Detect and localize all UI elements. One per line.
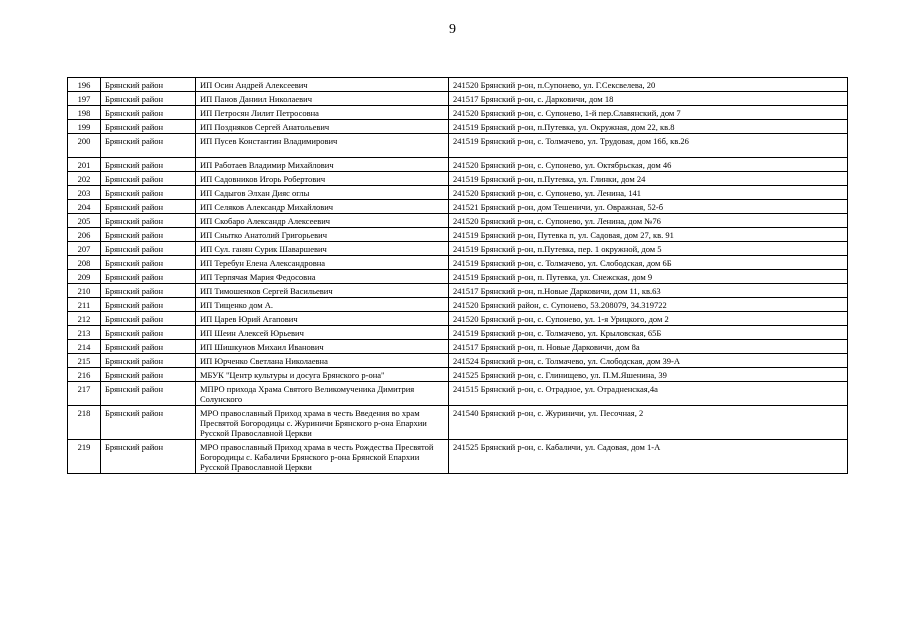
address-cell: 241519 Брянский р-он, п.Путевка, ул. Окружная, дом 22, кв.8	[449, 120, 848, 134]
organization-name-cell: ИП Царев Юрий Агапович	[196, 312, 449, 326]
table-row	[68, 186, 848, 200]
organization-name-cell: ИП Шеин Алексей Юрьевич	[196, 326, 449, 340]
organization-name-cell: ИП Скобаро Александр Алексеевич	[196, 214, 449, 228]
row-number: 209	[68, 270, 101, 284]
row-number: 202	[68, 172, 101, 186]
district-cell: Брянский район	[101, 256, 196, 270]
table-row	[68, 242, 848, 256]
table-row	[68, 326, 848, 340]
district-cell: Брянский район	[101, 120, 196, 134]
table-row	[68, 172, 848, 186]
row-number: 212	[68, 312, 101, 326]
organization-name-cell: ИП Шишкунов Михаил Иванович	[196, 340, 449, 354]
address-cell: 241521 Брянский р-он, дом Тешеничи, ул. Овражная, 52-б	[449, 200, 848, 214]
address-cell: 241520 Брянский р-он, с. Супонево, ул. 1-я Урицкого, дом 2	[449, 312, 848, 326]
district-cell: Брянский район	[101, 440, 196, 474]
organization-name-cell: ИП Садовников Игорь Робертович	[196, 172, 449, 186]
row-number: 203	[68, 186, 101, 200]
district-cell: Брянский район	[101, 158, 196, 172]
address-cell: 241524 Брянский р-он, с. Толмачево, ул. Слободская, дом 39-А	[449, 354, 848, 368]
row-number: 219	[68, 440, 101, 474]
row-number: 205	[68, 214, 101, 228]
table-row	[68, 214, 848, 228]
row-number: 198	[68, 106, 101, 120]
address-cell: 241525 Брянский р-он, с. Глинищево, ул. П.М.Яшенина, 39	[449, 368, 848, 382]
address-cell: 241525 Брянский р-он, с. Кабаличи, ул. Садовая, дом 1-А	[449, 440, 848, 474]
address-cell: 241519 Брянский р-он, с. Толмачево, ул. Крыловская, 65Б	[449, 326, 848, 340]
organization-name-cell: ИП Терпячая Мария Федосовна	[196, 270, 449, 284]
district-cell: Брянский район	[101, 326, 196, 340]
organization-name-cell: ИП Селяков Александр Михайлович	[196, 200, 449, 214]
district-cell: Брянский район	[101, 186, 196, 200]
table-row	[68, 382, 848, 406]
district-cell: Брянский район	[101, 368, 196, 382]
district-cell: Брянский район	[101, 228, 196, 242]
page-number: 9	[449, 22, 456, 37]
address-cell: 241520 Брянский район, с. Супонево, 53.208079, 34.319722	[449, 298, 848, 312]
address-cell: 241520 Брянский р-он, с. Супонево, 1-й пер.Славянский, дом 7	[449, 106, 848, 120]
district-cell: Брянский район	[101, 270, 196, 284]
address-cell: 241519 Брянский р-он, с. Толмачево, ул. Трудовая, дом 16б, кв.26	[449, 134, 848, 158]
row-number: 208	[68, 256, 101, 270]
table-row	[68, 256, 848, 270]
table-row	[68, 92, 848, 106]
table-row	[68, 120, 848, 134]
organization-name-cell: ИП Осин Андрей Алексеевич	[196, 78, 449, 92]
address-cell: 241519 Брянский р-он, Путевка п, ул. Садовая, дом 27, кв. 91	[449, 228, 848, 242]
district-cell: Брянский район	[101, 106, 196, 120]
address-cell: 241517 Брянский р-он, п.Новые Дарковичи, дом 11, кв.63	[449, 284, 848, 298]
organization-name-cell: МПРО прихода Храма Святого Великомученика Димитрия Солунского	[196, 382, 449, 406]
row-number: 214	[68, 340, 101, 354]
organization-name-cell: ИП Панов Даниил Николаевич	[196, 92, 449, 106]
table-row	[68, 340, 848, 354]
district-cell: Брянский район	[101, 284, 196, 298]
table-row	[68, 406, 848, 440]
organization-name-cell: ИП Садыгов Элхан Дияс оглы	[196, 186, 449, 200]
row-number: 218	[68, 406, 101, 440]
row-number: 213	[68, 326, 101, 340]
district-cell: Брянский район	[101, 354, 196, 368]
address-cell: 241540 Брянский р-он, с. Журиничи, ул. Песочная, 2	[449, 406, 848, 440]
district-cell: Брянский район	[101, 312, 196, 326]
row-number: 210	[68, 284, 101, 298]
organization-name-cell: ИП Работаев Владимир Михайлович	[196, 158, 449, 172]
row-number: 216	[68, 368, 101, 382]
address-cell: 241520 Брянский р-он, с. Супонево, ул. Ленина, 141	[449, 186, 848, 200]
organization-name-cell: ИП Тищенко дом А.	[196, 298, 449, 312]
table-row	[68, 270, 848, 284]
address-cell: 241519 Брянский р-он, п. Путевка, ул. Снежская, дом 9	[449, 270, 848, 284]
organization-name-cell: МРО православный Приход храма в честь Рождества Пресвятой Богородицы с. Кабаличи Брянского р-она Брянской Епархии Русской Православной Церкви	[196, 440, 449, 474]
organization-name-cell: ИП Сул. ганян Сурик Шаваршевич	[196, 242, 449, 256]
address-cell: 241519 Брянский р-он, п.Путевка, пер. 1 окружной, дом 5	[449, 242, 848, 256]
district-cell: Брянский район	[101, 200, 196, 214]
table-row	[68, 440, 848, 474]
organization-name-cell: ИП Юрченко Светлана Николаевна	[196, 354, 449, 368]
address-cell: 241520 Брянский р-он, с. Супонево, ул. Октябрьская, дом 46	[449, 158, 848, 172]
table-row	[68, 298, 848, 312]
table-row	[68, 368, 848, 382]
district-cell: Брянский район	[101, 134, 196, 158]
table-row	[68, 284, 848, 298]
district-cell: Брянский район	[101, 340, 196, 354]
table-row	[68, 134, 848, 158]
table-row	[68, 158, 848, 172]
table-row	[68, 78, 848, 92]
row-number: 196	[68, 78, 101, 92]
district-cell: Брянский район	[101, 172, 196, 186]
table-row	[68, 312, 848, 326]
row-number: 197	[68, 92, 101, 106]
organization-name-cell: ИП Пусев Константин Владимирович	[196, 134, 449, 158]
row-number: 217	[68, 382, 101, 406]
address-cell: 241515 Брянский р-он, с. Отрадное, ул. Отрадненская,4а	[449, 382, 848, 406]
address-cell: 241520 Брянский р-он, п.Супонево, ул. Г.Сексвелева, 20	[449, 78, 848, 92]
organization-name-cell: ИП Снытко Анатолий Григорьевич	[196, 228, 449, 242]
address-cell: 241519 Брянский р-он, п.Путевка, ул. Глинки, дом 24	[449, 172, 848, 186]
table-row	[68, 200, 848, 214]
organization-name-cell: ИП Теребун Елена Александровна	[196, 256, 449, 270]
row-number: 201	[68, 158, 101, 172]
row-number: 207	[68, 242, 101, 256]
organization-name-cell: ИП Петросян Лилит Петросовна	[196, 106, 449, 120]
table-row	[68, 228, 848, 242]
district-cell: Брянский район	[101, 298, 196, 312]
district-cell: Брянский район	[101, 382, 196, 406]
row-number: 204	[68, 200, 101, 214]
organization-name-cell: МБУК "Центр культуры и досуга Брянского р-она"	[196, 368, 449, 382]
district-cell: Брянский район	[101, 78, 196, 92]
district-cell: Брянский район	[101, 242, 196, 256]
organization-name-cell: МРО православный Приход храма в честь Введения во храм Пресвятой Богородицы с. Журиничи Брянского р-она Епархии Русской Православной Церкви	[196, 406, 449, 440]
row-number: 199	[68, 120, 101, 134]
address-cell: 241517 Брянский р-он, с. Дарковичи, дом 18	[449, 92, 848, 106]
row-number: 211	[68, 298, 101, 312]
organization-name-cell: ИП Поздняков Сергей Анатольевич	[196, 120, 449, 134]
row-number: 215	[68, 354, 101, 368]
address-cell: 241519 Брянский р-он, с. Толмачево, ул. Слободская, дом 6Б	[449, 256, 848, 270]
address-cell: 241520 Брянский р-он, с. Супонево, ул. Ленина, дом №76	[449, 214, 848, 228]
row-number: 206	[68, 228, 101, 242]
district-cell: Брянский район	[101, 214, 196, 228]
address-cell: 241517 Брянский р-он, п. Новые Дарковичи, дом 8а	[449, 340, 848, 354]
registry-table	[67, 77, 848, 474]
district-cell: Брянский район	[101, 92, 196, 106]
registry-rows	[68, 78, 848, 474]
row-number: 200	[68, 134, 101, 158]
table-row	[68, 354, 848, 368]
table-row	[68, 106, 848, 120]
organization-name-cell: ИП Тимошенков Сергей Васильевич	[196, 284, 449, 298]
district-cell: Брянский район	[101, 406, 196, 440]
